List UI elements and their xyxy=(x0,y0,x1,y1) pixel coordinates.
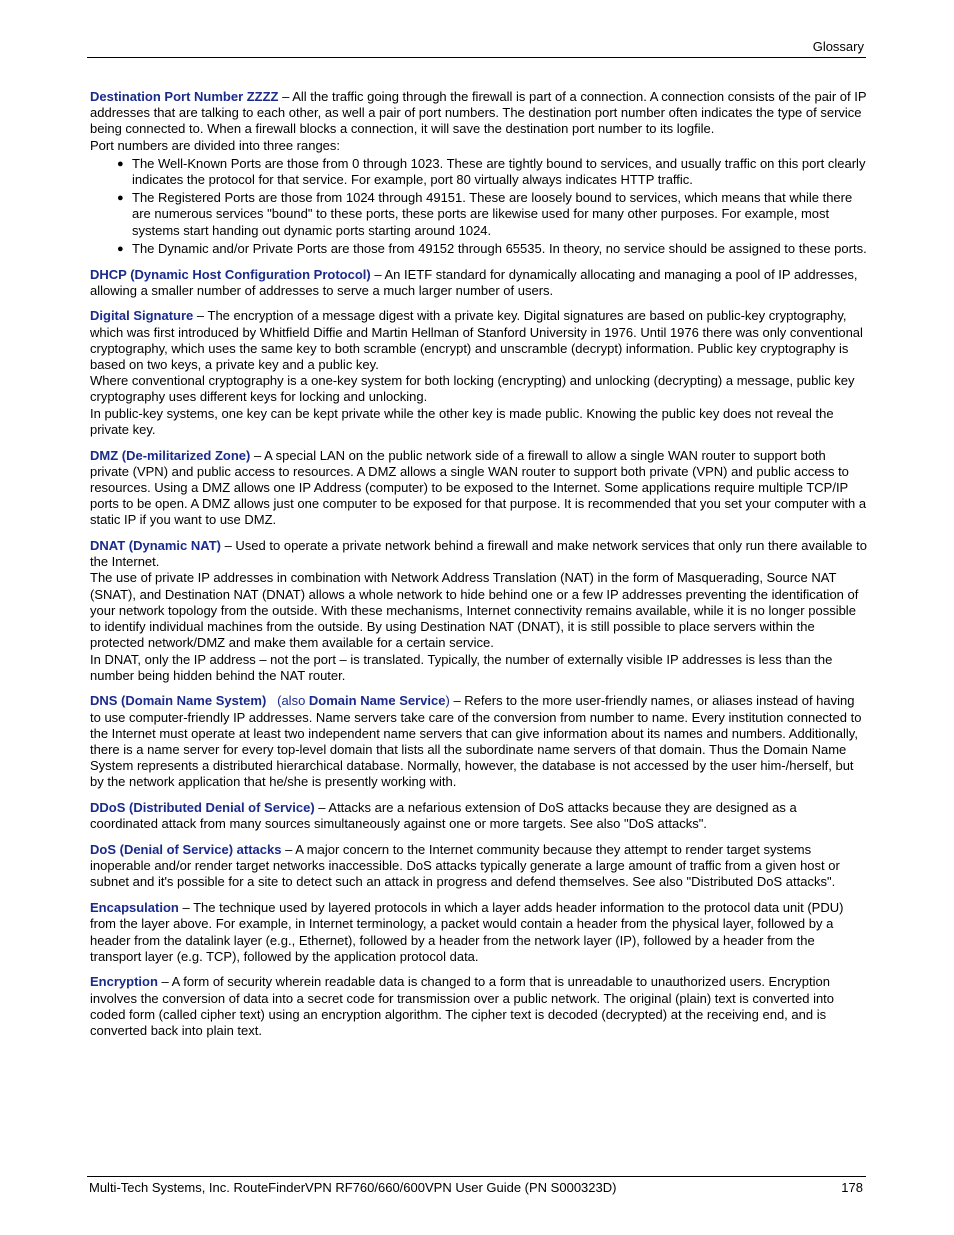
definition-text: – A special LAN on the public network side of a firewall to allow a single WAN router to support both private (VPN) and public access to resources. A DMZ allows a single WAN router to support both private (VPN) and public access to resources. Using a DMZ allows one IP Address (computer) to be exposed to the Internet. Some applications require multiple TCP/IP ports to be open. A DMZ allows just one computer to be exposed for that purpose. It is recommended that you set your computer with a static IP if you want to use DMZ. xyxy=(90,447,867,528)
entry-paragraph xyxy=(90,448,867,529)
entry-paragraph xyxy=(90,900,867,965)
entry-paragraph xyxy=(90,800,867,832)
glossary-entry-ddos xyxy=(90,800,867,832)
entry-paragraph: Where conventional cryptography is a one-key system for both locking (encrypting) and unlocking (decrypting) a message, public key cryptography uses different keys for locking and unlocking. xyxy=(90,373,855,405)
ports-intro: Port numbers are divided into three ranges: xyxy=(90,137,341,153)
entry-paragraph xyxy=(90,693,867,790)
list-item xyxy=(117,240,867,257)
glossary-entry-destination-port xyxy=(90,89,867,257)
glossary-entry-encryption xyxy=(90,974,867,1039)
entry-paragraph: The use of private IP addresses in combination with Network Address Translation (NAT) in the form of Masquerading, Source NAT (SNAT), and Destination NAT (DNAT) allows a whole network to hide behind one or a few IP addresses preventing the identification of your network topology from the outside. With these mechanisms, Internet connectivity remains available, while it is no longer possible to identify individual machines from the outside. By using Destination NAT (DNAT), it is still possible to place servers within the protected network/DMZ and make them available for a certain service. xyxy=(90,570,859,651)
term-digital-signature: Digital Signature xyxy=(90,308,194,324)
entry-paragraph xyxy=(90,267,867,299)
list-item-text: The Registered Ports are those from 1024 through 49151. These are loosely bound to services, which means that while there are numerous services "bound" to these ports, these ports are likewise used for many other purposes. For example, most systems start handing out dynamic ports starting around 1024. xyxy=(132,190,853,238)
definition-text: – The encryption of a message digest with a private key. Digital signatures are based on public-key cryptography, which was first introduced by Whitfield Diffie and Martin Hellman of Stanford University in 1976. Until 1976 there was only conventional cryptography, which uses the same key to both scramble (encrypt) and unscramble (decrypt) information. Public key cryptography is based on two keys, a private key and a public key. xyxy=(90,308,863,373)
term-dhcp: DHCP (Dynamic Host Configuration Protocol) xyxy=(90,266,371,282)
entry-paragraph: In public-key systems, one key can be kept private while the other key is made public. Knowing the public key does not reveal the private key. xyxy=(90,405,834,437)
definition-text: – An IETF standard for dynamically allocating and managing a pool of IP addresses, allowing a smaller number of addresses to serve a much larger number of users. xyxy=(90,266,858,298)
bullet-icon: ● xyxy=(117,157,124,170)
page-header xyxy=(87,38,866,58)
section-title: Glossary xyxy=(812,39,864,54)
term-destination-port: Destination Port Number ZZZZ xyxy=(90,89,279,104)
definition-text: – A form of security wherein readable data is changed to a form that is unreadable to unauthorized users. Encryption involves the conversion of data into a secret code for transmission over a public network. The original (plain) text is converted into coded form (called cipher text) using an encryption algorithm. The cipher text is decoded (decrypted) at the receiving end, and is converted back into plain text. xyxy=(90,974,835,1039)
document-title: Multi-Tech Systems, Inc. RouteFinderVPN RF760/660/600VPN User Guide (PN S000323D) xyxy=(89,1180,617,1195)
definition-text: – A major concern to the Internet community because they attempt to render target systems inoperable and/or render target networks inaccessible. DoS attacks typically generate a large amount of traffic from a given host or subnet and it's possible for a site to detect such an attack in progress and defend themselves. See also "Distributed DoS attacks". xyxy=(90,842,840,890)
list-item-text: The Dynamic and/or Private Ports are those from 49152 through 65535. In theory, no service should be assigned to these ports. xyxy=(132,240,867,256)
glossary-entry-dhcp xyxy=(90,267,867,299)
also-close: ) xyxy=(445,693,450,709)
entry-paragraph: In DNAT, only the IP address – not the port – is translated. Typically, the number of externally visible IP addresses is less than the number being hidden behind the NAT router. xyxy=(90,651,833,683)
glossary-entry-encapsulation xyxy=(90,900,867,965)
definition-text: – Refers to the more user-friendly names, or aliases instead of having to use computer-friendly IP addresses. Name servers take care of the conversion from number to name. Every institution connected to the Internet must operate at least two independent name servers that can give information about its names and numbers. Additionally, there is a name server for every top-level domain that lists all the subordinate name servers of that domain. Thus the Domain Name System represents a distributed hierarchical database. Normally, however, the database is not accessed by the user him-/herself, but by the network application that he/she is presently working with. xyxy=(90,693,862,790)
also-open: (also xyxy=(266,693,309,709)
term-encapsulation: Encapsulation xyxy=(90,900,179,916)
glossary-entry-dmz xyxy=(90,448,867,529)
glossary-content xyxy=(90,89,867,1049)
term-encryption: Encryption xyxy=(90,974,158,990)
term-dns: DNS (Domain Name System) xyxy=(90,693,267,709)
port-ranges-list xyxy=(90,156,867,257)
list-item xyxy=(117,155,867,188)
page-footer xyxy=(87,1176,866,1197)
glossary-entry-dos xyxy=(90,842,867,891)
glossary-entry-dnat xyxy=(90,538,867,684)
entry-paragraph xyxy=(90,538,867,570)
definition-text: – Attacks are a nefarious extension of DoS attacks because they are designed as a coordinated attack from many sources simultaneously against one or more targets. See also "DoS attacks". xyxy=(90,800,797,832)
glossary-entry-dns xyxy=(90,693,867,790)
entry-paragraph xyxy=(90,308,867,373)
entry-paragraph xyxy=(90,89,867,138)
glossary-entry-digital-signature xyxy=(90,308,867,438)
definition-text: – The technique used by layered protocols in which a layer adds header information to the protocol data unit (PDU) from the layer above. For example, in Internet terminology, a packet would contain a header from the physical layer, followed by a header from the datalink layer (e.g., Ethernet), followed by a header from the network layer (IP), followed by a header from the transport layer (e.g. TCP), followed by the application protocol data. xyxy=(90,900,844,964)
definition-text: – Used to operate a private network behind a firewall and make network services that only run there available to the Internet. xyxy=(90,538,867,570)
term-dmz: DMZ (De-militarized Zone) xyxy=(90,447,251,463)
list-item xyxy=(117,190,867,239)
page-number: 178 xyxy=(841,1180,863,1195)
bullet-icon: ● xyxy=(117,242,124,255)
term-ddos: DDoS (Distributed Denial of Service) xyxy=(90,800,315,816)
term-domain-name-service: Domain Name Service xyxy=(308,693,446,709)
entry-paragraph xyxy=(90,974,867,1039)
term-dnat: DNAT (Dynamic NAT) xyxy=(90,538,221,554)
bullet-icon: ● xyxy=(117,192,124,205)
entry-paragraph xyxy=(90,842,867,891)
list-item-text: The Well-Known Ports are those from 0 through 1023. These are tightly bound to services, and usually traffic on this port clearly indicates the protocol for that service. For example, port 80 virtually always indicates HTTP traffic. xyxy=(132,155,866,188)
term-dos: DoS (Denial of Service) attacks xyxy=(90,842,282,858)
definition-text: – All the traffic going through the firewall is part of a connection. A connection consists of the pair of IP addresses that are talking to each other, as well a pair of port numbers. The destination port number often indicates the type of service being connected to. When a firewall blocks a connection, it will save the destination port number to its logfile. xyxy=(90,89,867,137)
